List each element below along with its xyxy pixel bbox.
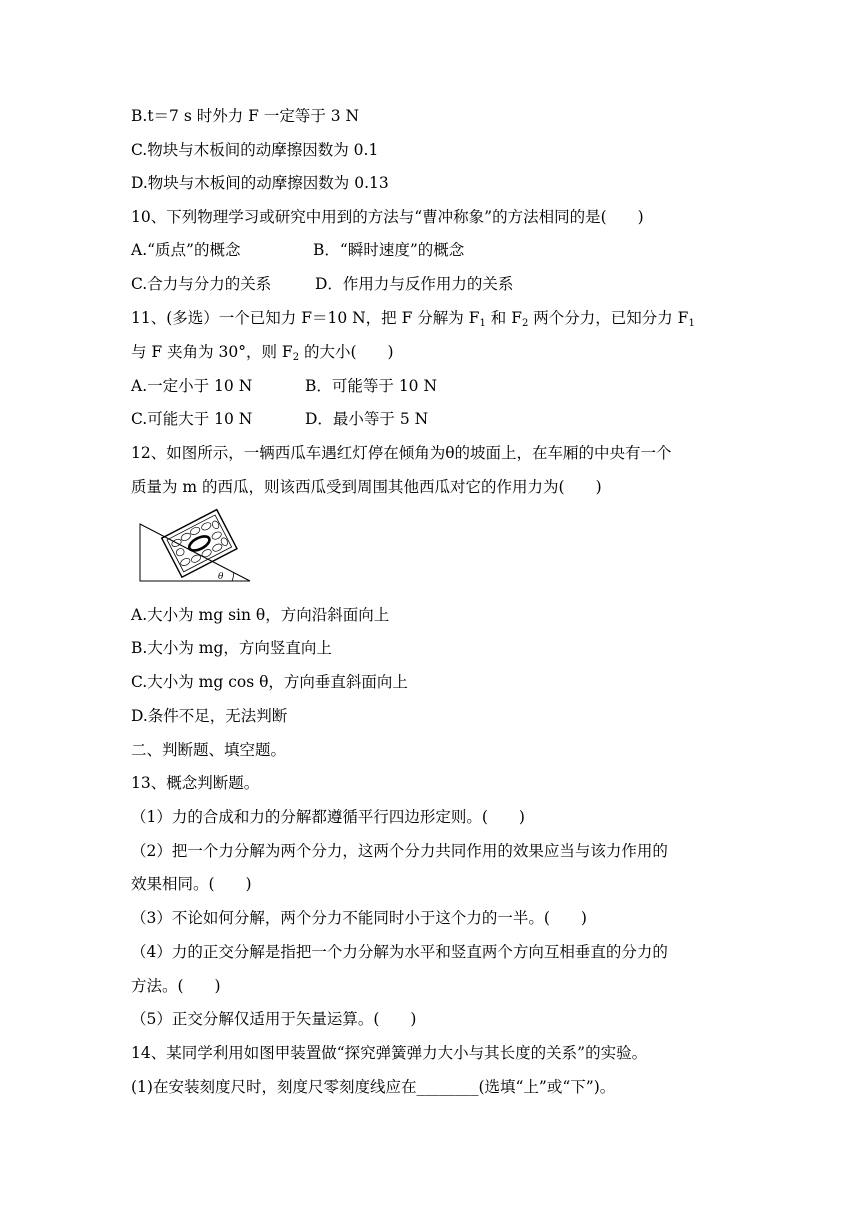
q10-option-a: A.“质点”的概念 — [131, 241, 241, 259]
q11-stem-part2: 和 F — [485, 309, 522, 327]
q12-stem-line1: 12、如图所示，一辆西瓜车遇红灯停在倾角为θ的坡面上，在车厢的中央有一个 — [131, 444, 672, 462]
q11-stem-part3: 两个分力，已知分力 F — [528, 309, 689, 327]
incline-slope — [140, 524, 250, 581]
q13-item1: （1）力的合成和力的分解都遵循平行四边形定则。( ) — [131, 808, 525, 826]
q11-sub2: 2 — [521, 318, 529, 329]
q12-option-c: C.大小为 mg cos θ，方向垂直斜面向上 — [131, 673, 408, 691]
q13-item2-line2: 效果相同。( ) — [131, 875, 252, 893]
q13-item4-line2: 方法。( ) — [131, 977, 221, 995]
q11-option-c: C.可能大于 10 N — [131, 410, 253, 428]
q14-subquestion-1: (1)在安装刻度尺时，刻度尺零刻度线应在________(选填“上”或“下”)。 — [131, 1078, 616, 1096]
q11-line2-part2: 的大小( ) — [299, 343, 394, 361]
q10-stem: 10、下列物理学习或研究中用到的方法与“曹冲称象”的方法相同的是( ) — [131, 208, 644, 226]
section-heading: 二、判断题、填空题。 — [131, 741, 287, 759]
q13-item3: （3）不论如何分解，两个分力不能同时小于这个力的一半。( ) — [131, 909, 587, 927]
q12-option-b: B.大小为 mg，方向竖直向上 — [131, 639, 332, 657]
q9-option-d: D.物块与木板间的动摩擦因数为 0.13 — [131, 174, 389, 192]
q11-line2-part1: 与 F 夹角为 30°，则 F — [131, 343, 293, 361]
truck-compartment — [162, 510, 237, 578]
q10-option-d: D．作用力与反作用力的关系 — [315, 275, 514, 293]
q13-item4-line1: （4）力的正交分解是指把一个力分解为水平和竖直两个方向互相垂直的分力的 — [131, 943, 668, 961]
q11-sub3: 1 — [688, 318, 695, 329]
q11-option-a: A.一定小于 10 N — [131, 377, 253, 395]
q13-stem: 13、概念判断题。 — [131, 774, 260, 792]
q9-option-c: C.物块与木板间的动摩擦因数为 0.1 — [131, 141, 379, 159]
q11-option-d: D．最小等于 5 N — [305, 410, 429, 428]
q9-option-b: B.t＝7 s 时外力 F 一定等于 3 N — [131, 107, 360, 125]
q10-option-b: B．“瞬时速度”的概念 — [313, 241, 465, 259]
q13-item2-line1: （2）把一个力分解为两个分力，这两个分力共同作用的效果应当与该力作用的 — [131, 842, 668, 860]
q11-stem-part1: 11、(多选）一个已知力 F＝10 N，把 F 分解为 F — [131, 309, 480, 327]
q11-stem-line2 — [131, 342, 730, 362]
q13-item5: （5）正交分解仅适用于矢量运算。( ) — [131, 1010, 417, 1028]
q14-stem: 14、某同学利用如图甲装置做“探究弹簧弹力大小与其长度的关系”的实验。 — [131, 1044, 648, 1062]
q11-stem-line1 — [131, 308, 730, 328]
watermelon-truck-on-incline-figure — [138, 508, 252, 584]
angle-theta-label: θ — [218, 572, 224, 582]
q11-line2-sub: 2 — [292, 352, 300, 363]
q12-option-d: D.条件不足，无法判断 — [131, 707, 288, 725]
angle-arc — [232, 573, 234, 581]
q12-option-a: A.大小为 mg sin θ，方向沿斜面向上 — [131, 606, 390, 624]
q12-stem-line2: 质量为 m 的西瓜，则该西瓜受到周围其他西瓜对它的作用力为( ) — [131, 478, 602, 496]
q11-sub1: 1 — [479, 318, 486, 329]
q10-option-c: C.合力与分力的关系 — [131, 275, 272, 293]
q11-option-b: B．可能等于 10 N — [305, 377, 438, 395]
